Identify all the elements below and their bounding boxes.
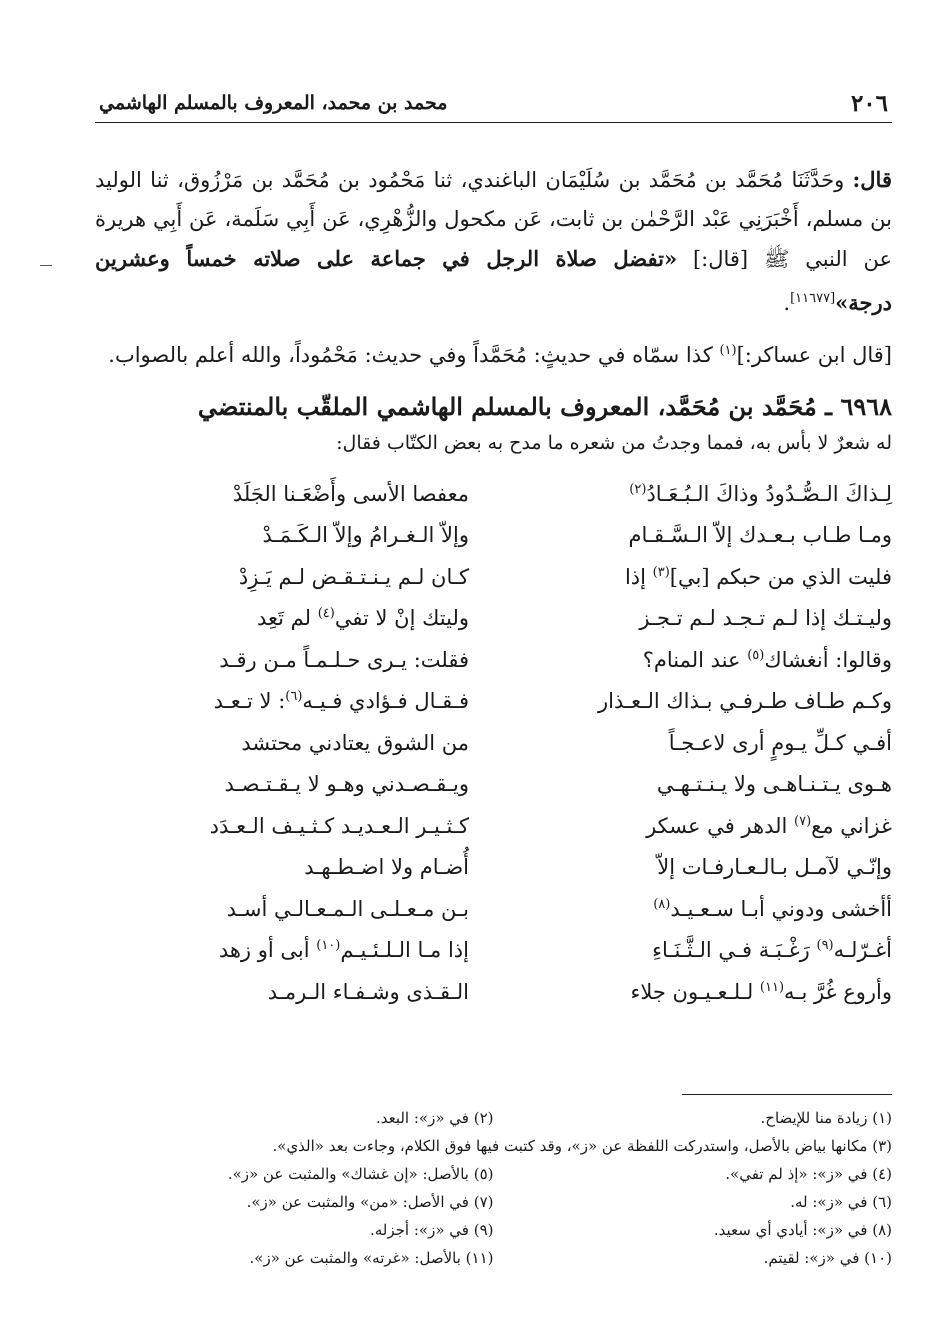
- second-hemistich-text: كـان لـم يـنـتـقـض لـم يَـزِدْ: [238, 564, 469, 589]
- first-hemistich-text: غزاني مع: [811, 813, 892, 838]
- first-hemistich-text: وليـتـك إذا لـم تـجـد لـم تـجـز: [639, 606, 892, 631]
- hadith-line-1: وحَدَّثَنَا مُحَمَّد بن مُحَمَّد بن سُلَيْمَان الباغندي، ثنا مَحْمُود بن مُحَمَّد بن مَرْزُوق،: [177, 168, 853, 192]
- second-hemistich: [95, 689, 469, 713]
- second-hemistich: [95, 565, 469, 589]
- footnote-10: (١٠) في «ز»: لقيتم.: [763, 1249, 892, 1267]
- poem-verse: [95, 515, 892, 557]
- footnote-2: (٢) في «ز»: البعد.: [375, 1109, 494, 1127]
- footnote-row: [95, 1132, 892, 1160]
- second-hemistich-text: أبى أو زهد: [218, 938, 317, 963]
- first-hemistich-text: وأروع غُرَّ بـه: [784, 979, 892, 1004]
- poem-verse: [95, 930, 892, 972]
- first-hemistich: [517, 482, 892, 506]
- margin-mark: [40, 265, 52, 266]
- second-hemistich: [95, 855, 469, 879]
- first-hemistich-text: ومـا طـاب بـعـدك إلاّ الـسَّـقـام: [628, 523, 892, 548]
- second-hemistich: [95, 814, 469, 838]
- footnote-mark: (٣): [652, 564, 670, 580]
- second-hemistich: [95, 938, 469, 962]
- footnote-mark: (٩): [816, 938, 834, 954]
- poem-verse: [95, 556, 892, 598]
- first-hemistich: [517, 855, 892, 879]
- footnote-mark: (٦): [285, 689, 303, 705]
- second-hemistich: [95, 648, 469, 672]
- footnote-mark: (٤): [317, 606, 335, 622]
- hadith-line-2: ثنا الوليد بن مسلم، أَخْبَرَنِي عَبْد الرَّحْمٰن بن ثابت، عَن مكحول والزُّهْرِي، عَن أَبِي سَلَمة،: [95, 168, 892, 231]
- second-hemistich: [95, 523, 469, 547]
- second-hemistich-text: معفصا الأسى وأَضْعَـنا الجَلَدْ: [232, 481, 469, 506]
- qal-label: قال:: [852, 167, 892, 192]
- first-hemistich: [517, 938, 892, 962]
- footnote-row: [95, 1244, 892, 1272]
- footnote-row: [95, 1216, 892, 1244]
- footnote-6: (٦) في «ز»: له.: [790, 1193, 892, 1211]
- poem: [95, 473, 892, 1013]
- running-title: محمد بن محمد، المعروف بالمسلم الهاشمي: [99, 92, 448, 114]
- first-hemistich-text: عند المنام؟: [642, 647, 748, 672]
- poem-verse: [95, 639, 892, 681]
- first-hemistich-text: رَغْـبَـة فـي الـثَّـنَـاءِ: [652, 938, 817, 963]
- second-hemistich-text: بـن مـعـلـى الـمـعـالـي أسـد: [226, 896, 469, 921]
- second-hemistich: [95, 606, 469, 630]
- second-hemistich-text: : لا تـعـد: [213, 689, 286, 714]
- first-hemistich: [517, 523, 892, 547]
- first-hemistich-text: لـلـعـيـون جلاء: [630, 979, 760, 1004]
- hadith-matn: «تفضل صلاة الرجل في جماعة على صلاته خمساً وعشرين درجة»: [95, 246, 892, 315]
- first-hemistich-text: لِـذاكَ الـصُّـدُودُ وذاكَ الـبُـعَـادُ: [646, 481, 892, 506]
- footnote-8: (٨) في «ز»: أيادي أي سعيد.: [713, 1221, 892, 1239]
- footnote-mark: (١١): [759, 979, 785, 995]
- second-hemistich: [95, 772, 469, 796]
- footnote-11: (١١) بالأصل: «غرته» والمثبت عن «ز».: [249, 1249, 494, 1267]
- footnote-divider: [682, 1094, 892, 1095]
- poem-verse: [95, 722, 892, 764]
- first-hemistich: [517, 814, 892, 838]
- second-hemistich-text: من الشوق يعتادني محتشد: [241, 730, 469, 755]
- entry-intro: له شعرٌ لا بأس به، فمما وجدتُ من شعره ما مدح به بعض الكتّاب فقال:: [336, 432, 892, 454]
- second-hemistich-text: فـقـال فـؤادي فـيـه: [302, 689, 469, 714]
- entry-title: ٦٩٦٨ ـ مُحَمَّد بن مُحَمَّد، المعروف بالمسلم الهاشمي الملقّب بالمنتضي: [197, 392, 892, 421]
- first-hemistich: [517, 689, 892, 713]
- first-hemistich: [517, 980, 892, 1004]
- footnote-5: (٥) بالأصل: «إن غشاك» والمثبت عن «ز».: [227, 1165, 494, 1183]
- footnote-3: (٣) مكانها بياض بالأصل، واستدركت اللفظة عن «ز»، وقد كتبت فيها فوق الكلام، وجاءت بعد «الذي».: [272, 1137, 892, 1155]
- first-hemistich-text: أفـي كـلِّ يـومٍ أرى لاعـجـاً: [668, 730, 892, 755]
- footnote-mark: (٢): [629, 481, 647, 497]
- footnote-1: (١) زيادة منا للإيضاح.: [760, 1109, 892, 1127]
- first-hemistich-text: أغـرّلـه: [833, 938, 892, 963]
- first-hemistich-text: إذا: [624, 564, 653, 589]
- first-hemistich-text: وقالوا: أنغشاك: [764, 647, 892, 672]
- footnote-row: [95, 1104, 892, 1132]
- footnote-4: (٤) في «ز»: «إذ لم تفي».: [725, 1165, 892, 1183]
- second-hemistich: [95, 731, 469, 755]
- poem-verse: [95, 847, 892, 889]
- footnote-mark: (٨): [653, 896, 671, 912]
- second-hemistich-text: وإلاّ الـغـرامُ وإلاّ الـكَـمَـدْ: [262, 523, 469, 548]
- hadith-paragraph: [95, 160, 892, 323]
- hadith-line-3: عَن أَبِي هريرة عن النبي ﷺ [قال:]: [95, 207, 892, 271]
- poem-verse: [95, 598, 892, 640]
- footnote-7: (٧) في الأصل: «من» والمثبت عن «ز».: [246, 1193, 494, 1211]
- second-hemistich-text: أُضـام ولا اضـطـهـد: [304, 855, 469, 880]
- second-hemistich-text: ويـقـصـدني وهـو لا يـقـتـصـد: [224, 772, 469, 797]
- poem-verse: [95, 805, 892, 847]
- page-header: [95, 88, 892, 123]
- first-hemistich-text: هـوى يـتـنـاهـى ولا يـنـتـهـي: [656, 772, 892, 797]
- first-hemistich: [517, 606, 892, 630]
- main-text: [95, 160, 892, 1013]
- first-hemistich-text: الدهر في عسكر: [646, 813, 794, 838]
- first-hemistich-text: وكـم طـاف طـرفـي بـذاك الـعـذار: [598, 689, 892, 714]
- footnote-ref-1: (١): [719, 343, 737, 358]
- footnote-mark: (١٠): [316, 938, 341, 954]
- footnote-row: [95, 1188, 892, 1216]
- second-hemistich-text: إذا مـا الـلـئـيـم: [340, 938, 469, 963]
- second-hemistich-text: الـقـذى وشـفـاء الـرمـد: [267, 979, 469, 1004]
- hadith-ref-number: [١١٦٧٧]: [790, 291, 836, 306]
- second-hemistich-text: فقلت: يـرى حـلـمـاً مـن رقـد: [219, 647, 469, 672]
- ibn-asakir-paragraph: [95, 331, 892, 375]
- first-hemistich: [517, 565, 892, 589]
- poem-verse: [95, 888, 892, 930]
- footnote-mark: (٥): [747, 647, 765, 663]
- first-hemistich-text: فليت الذي من حبكم [بي]: [669, 564, 892, 589]
- first-hemistich: [517, 897, 892, 921]
- ibn-asakir-text: كذا سمّاه في حديثٍ: مُحَمَّداً وفي حديث: مَحْمُوداً، والله أعلم بالصواب.: [108, 343, 720, 367]
- second-hemistich-text: لم تَعِد: [256, 606, 318, 631]
- second-hemistich: [95, 980, 469, 1004]
- first-hemistich-text: أأخشى ودوني أبـا سـعـيـد: [670, 896, 892, 921]
- hadith-end: .: [783, 291, 791, 315]
- poem-verse: [95, 681, 892, 723]
- second-hemistich: [95, 482, 469, 506]
- poem-verse: [95, 971, 892, 1013]
- second-hemistich-text: كـثـيـر الـعـديـد كـثـيـف الـعـدَد: [209, 813, 469, 838]
- poem-verse: [95, 473, 892, 515]
- footnotes: [95, 1104, 892, 1272]
- second-hemistich-text: وليتك إنْ لا تفي: [334, 606, 469, 631]
- poem-verse: [95, 764, 892, 806]
- footnote-mark: (٧): [794, 813, 812, 829]
- footnote-9: (٩) في «ز»: أجزله.: [370, 1221, 494, 1239]
- first-hemistich: [517, 731, 892, 755]
- first-hemistich: [517, 648, 892, 672]
- first-hemistich-text: وإنّـي لآمـل بـالـعـارفـات إلاّ: [657, 855, 892, 880]
- page-number: ٢٠٦: [850, 90, 888, 117]
- footnote-row: [95, 1160, 892, 1188]
- first-hemistich: [517, 772, 892, 796]
- second-hemistich: [95, 897, 469, 921]
- ibn-asakir-label: [قال ابن عساكر:]: [736, 343, 892, 367]
